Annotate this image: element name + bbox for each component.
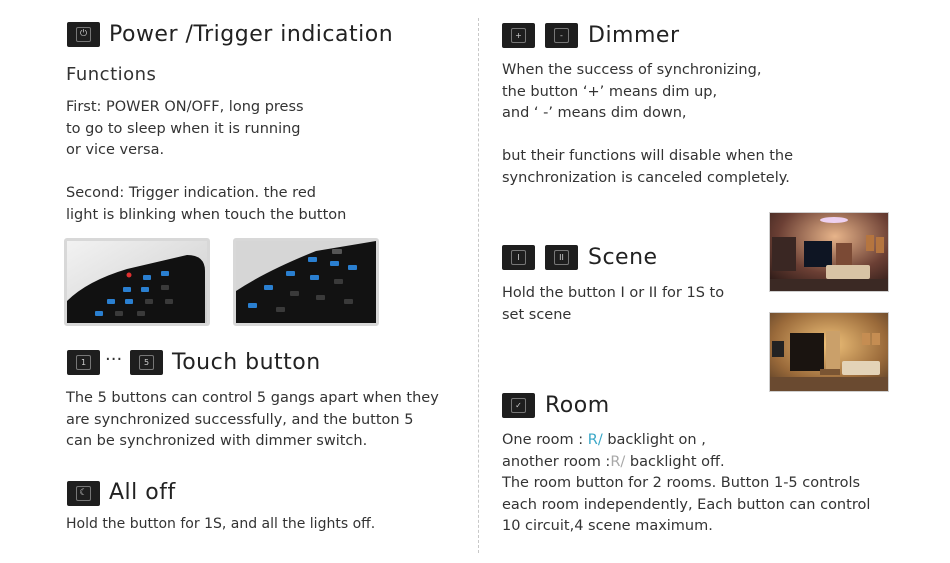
ellipsis-dots: ··· bbox=[105, 349, 123, 370]
touch-button-paragraph: The 5 buttons can control 5 gangs apart when they are synchronized successfully, and the button 5 can be synchronized with dimmer switch. bbox=[66, 390, 439, 449]
button-one-icon: 1 bbox=[67, 350, 100, 375]
scene-paragraph: Hold the button I or II for 1S to set scene bbox=[502, 285, 725, 323]
room-heading: Room bbox=[545, 393, 610, 418]
room-line-1: One room : R/ backlight on , bbox=[502, 432, 706, 448]
dimmer-paragraph-2: but their functions will disable when the synchronization is canceled completely. bbox=[502, 148, 794, 186]
plus-icon: + bbox=[502, 23, 535, 48]
column-divider bbox=[478, 18, 479, 553]
minus-icon: - bbox=[545, 23, 578, 48]
scene-heading: Scene bbox=[588, 245, 658, 270]
all-off-heading: All off bbox=[109, 480, 176, 505]
room-icon: ✓ bbox=[502, 393, 535, 418]
power-second-paragraph: Second: Trigger indication. the red light is blinking when touch the button bbox=[66, 185, 347, 223]
touch-button-heading: Touch button bbox=[172, 350, 321, 375]
backlight-off-mark: R/ bbox=[610, 453, 626, 470]
room-paragraph: One room : R/ backlight on , another room :R/ backlight off. The room button for 2 rooms. Button 1-5 controls each room independently, Each button can control 10 circuit,4 scene maximum. bbox=[502, 432, 871, 534]
all-off-paragraph: Hold the button for 1S, and all the lights off. bbox=[66, 516, 376, 532]
moon-icon: ☾ bbox=[67, 481, 100, 506]
button-five-icon: 5 bbox=[130, 350, 163, 375]
keypad-photo-red-light bbox=[64, 238, 210, 326]
power-trigger-heading: Power /Trigger indication bbox=[109, 22, 394, 47]
room-line-2: another room :R/ backlight off. bbox=[502, 453, 725, 470]
scene-photo-living-room-2 bbox=[769, 312, 889, 392]
dimmer-heading: Dimmer bbox=[588, 23, 680, 48]
scene-one-icon: I bbox=[502, 245, 535, 270]
backlight-on-mark: R/ bbox=[587, 432, 603, 448]
functions-subheading: Functions bbox=[66, 64, 157, 85]
scene-two-icon: II bbox=[545, 245, 578, 270]
keypad-photo-blue-lights bbox=[233, 238, 379, 326]
power-icon: ⏻ bbox=[67, 22, 100, 47]
dimmer-paragraph-1: When the success of synchronizing, the button ‘+’ means dim up, and ‘ -’ means dim down, bbox=[502, 62, 762, 121]
scene-photo-living-room-1 bbox=[769, 212, 889, 292]
power-first-paragraph: First: POWER ON/OFF, long press to go to sleep when it is running or vice versa. bbox=[66, 99, 304, 158]
